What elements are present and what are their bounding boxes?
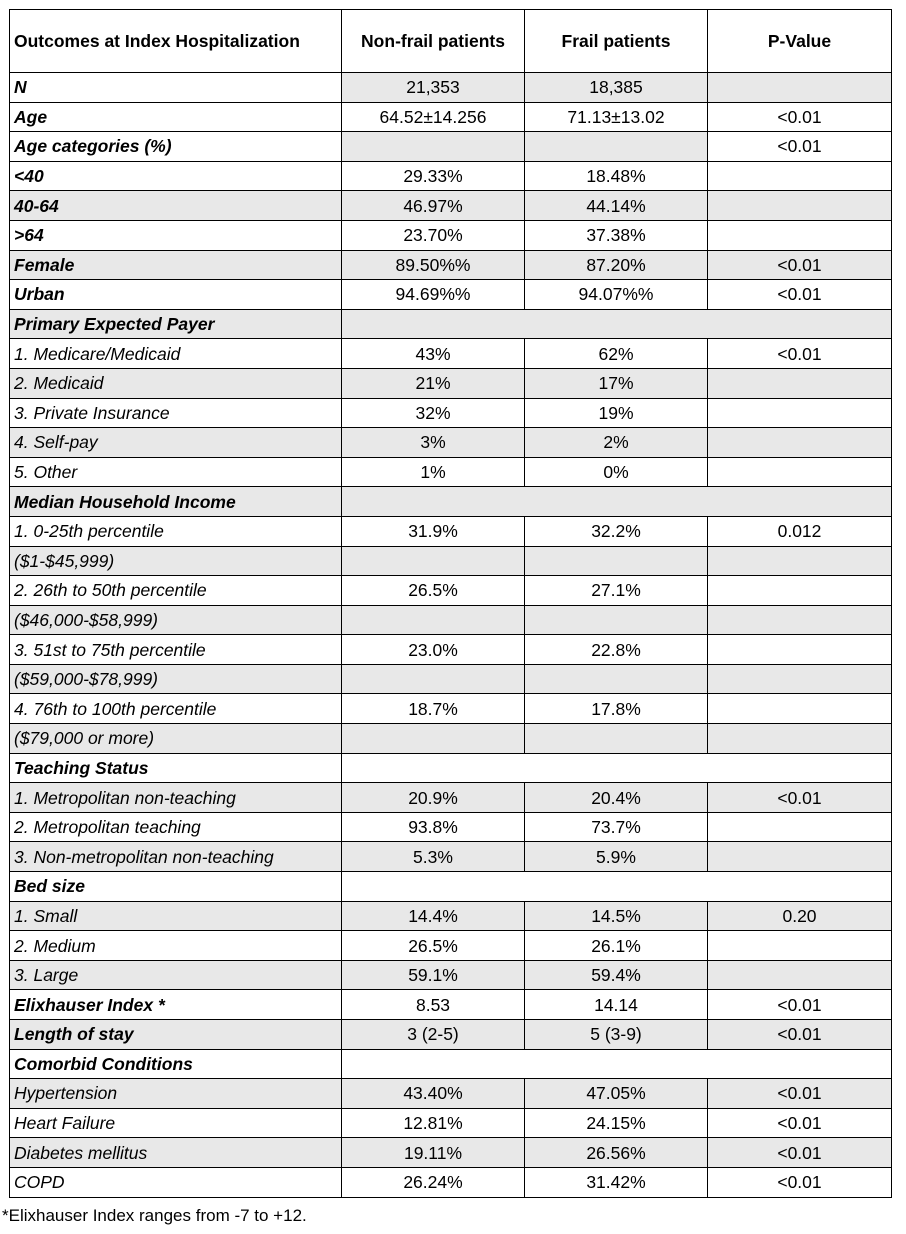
frail-value bbox=[525, 664, 708, 694]
p-value bbox=[708, 546, 892, 576]
nonfrail-value: 29.33% bbox=[342, 161, 525, 191]
nonfrail-value: 26.5% bbox=[342, 931, 525, 961]
nonfrail-value: 20.9% bbox=[342, 783, 525, 813]
row-label: 3. 51st to 75th percentile bbox=[10, 635, 342, 665]
frail-value: 5.9% bbox=[525, 842, 708, 872]
table-row bbox=[10, 1138, 892, 1168]
nonfrail-value: 93.8% bbox=[342, 812, 525, 842]
frail-value: 2% bbox=[525, 428, 708, 458]
row-label: 5. Other bbox=[10, 457, 342, 487]
nonfrail-value: 64.52±14.256 bbox=[342, 102, 525, 132]
nonfrail-value: 26.24% bbox=[342, 1167, 525, 1197]
table-row bbox=[10, 457, 892, 487]
outcomes-table bbox=[9, 9, 892, 1198]
table-row bbox=[10, 901, 892, 931]
row-label: ($59,000-$78,999) bbox=[10, 664, 342, 694]
p-value bbox=[708, 457, 892, 487]
nonfrail-value: 32% bbox=[342, 398, 525, 428]
frail-value: 44.14% bbox=[525, 191, 708, 221]
row-label: ($46,000-$58,999) bbox=[10, 605, 342, 635]
p-value: <0.01 bbox=[708, 1079, 892, 1109]
nonfrail-value: 21,353 bbox=[342, 73, 525, 103]
frail-value: 73.7% bbox=[525, 812, 708, 842]
p-value: <0.01 bbox=[708, 1020, 892, 1050]
nonfrail-value: 46.97% bbox=[342, 191, 525, 221]
header-frail: Frail patients bbox=[525, 10, 708, 73]
nonfrail-value: 5.3% bbox=[342, 842, 525, 872]
table-row bbox=[10, 191, 892, 221]
table-row bbox=[10, 280, 892, 310]
section-spacer bbox=[342, 872, 892, 902]
table-row bbox=[10, 73, 892, 103]
row-label: Female bbox=[10, 250, 342, 280]
frail-value: 31.42% bbox=[525, 1167, 708, 1197]
nonfrail-value: 21% bbox=[342, 368, 525, 398]
table-row bbox=[10, 1079, 892, 1109]
row-label: Primary Expected Payer bbox=[10, 309, 342, 339]
p-value: <0.01 bbox=[708, 132, 892, 162]
table-row bbox=[10, 1167, 892, 1197]
row-label: 3. Non-metropolitan non-teaching bbox=[10, 842, 342, 872]
table-row bbox=[10, 724, 892, 754]
table-row bbox=[10, 576, 892, 606]
p-value bbox=[708, 664, 892, 694]
table-row bbox=[10, 516, 892, 546]
table-row bbox=[10, 487, 892, 517]
table-row bbox=[10, 694, 892, 724]
p-value: 0.012 bbox=[708, 516, 892, 546]
table-row bbox=[10, 339, 892, 369]
frail-value: 32.2% bbox=[525, 516, 708, 546]
table-row bbox=[10, 664, 892, 694]
table-row bbox=[10, 398, 892, 428]
frail-value: 19% bbox=[525, 398, 708, 428]
p-value bbox=[708, 191, 892, 221]
frail-value: 18.48% bbox=[525, 161, 708, 191]
table-row bbox=[10, 783, 892, 813]
frail-value: 0% bbox=[525, 457, 708, 487]
row-label: 2. Medium bbox=[10, 931, 342, 961]
nonfrail-value: 23.0% bbox=[342, 635, 525, 665]
row-label: Heart Failure bbox=[10, 1108, 342, 1138]
frail-value: 26.1% bbox=[525, 931, 708, 961]
row-label: 1. Small bbox=[10, 901, 342, 931]
table-row bbox=[10, 220, 892, 250]
table-row bbox=[10, 812, 892, 842]
table-row bbox=[10, 428, 892, 458]
table-row bbox=[10, 1108, 892, 1138]
nonfrail-value: 14.4% bbox=[342, 901, 525, 931]
table-row bbox=[10, 960, 892, 990]
p-value bbox=[708, 398, 892, 428]
table-row bbox=[10, 132, 892, 162]
nonfrail-value: 3 (2-5) bbox=[342, 1020, 525, 1050]
frail-value: 94.07%% bbox=[525, 280, 708, 310]
p-value: <0.01 bbox=[708, 1108, 892, 1138]
nonfrail-value: 59.1% bbox=[342, 960, 525, 990]
p-value bbox=[708, 576, 892, 606]
row-label: COPD bbox=[10, 1167, 342, 1197]
nonfrail-value bbox=[342, 546, 525, 576]
p-value: <0.01 bbox=[708, 783, 892, 813]
frail-value: 14.14 bbox=[525, 990, 708, 1020]
nonfrail-value: 18.7% bbox=[342, 694, 525, 724]
p-value bbox=[708, 73, 892, 103]
table-row bbox=[10, 250, 892, 280]
footnote: *Elixhauser Index ranges from -7 to +12. bbox=[2, 1206, 307, 1225]
row-label: Elixhauser Index * bbox=[10, 990, 342, 1020]
table-row bbox=[10, 161, 892, 191]
row-label: 2. Medicaid bbox=[10, 368, 342, 398]
table-row bbox=[10, 1049, 892, 1079]
frail-value: 24.15% bbox=[525, 1108, 708, 1138]
table-row bbox=[10, 546, 892, 576]
frail-value: 87.20% bbox=[525, 250, 708, 280]
nonfrail-value: 31.9% bbox=[342, 516, 525, 546]
row-label: 3. Private Insurance bbox=[10, 398, 342, 428]
row-label: >64 bbox=[10, 220, 342, 250]
frail-value: 20.4% bbox=[525, 783, 708, 813]
nonfrail-value: 94.69%% bbox=[342, 280, 525, 310]
nonfrail-value: 8.53 bbox=[342, 990, 525, 1020]
row-label: 4. 76th to 100th percentile bbox=[10, 694, 342, 724]
table-row bbox=[10, 990, 892, 1020]
table-row bbox=[10, 872, 892, 902]
nonfrail-value: 89.50%% bbox=[342, 250, 525, 280]
p-value: <0.01 bbox=[708, 1167, 892, 1197]
frail-value bbox=[525, 724, 708, 754]
row-label: Urban bbox=[10, 280, 342, 310]
frail-value: 62% bbox=[525, 339, 708, 369]
table-body bbox=[10, 73, 892, 1198]
section-spacer bbox=[342, 487, 892, 517]
row-label: Age categories (%) bbox=[10, 132, 342, 162]
nonfrail-value: 43% bbox=[342, 339, 525, 369]
row-label: Median Household Income bbox=[10, 487, 342, 517]
row-label: Hypertension bbox=[10, 1079, 342, 1109]
frail-value: 59.4% bbox=[525, 960, 708, 990]
row-label: <40 bbox=[10, 161, 342, 191]
frail-value: 37.38% bbox=[525, 220, 708, 250]
p-value bbox=[708, 931, 892, 961]
p-value bbox=[708, 368, 892, 398]
frail-value bbox=[525, 132, 708, 162]
header-row bbox=[10, 10, 892, 73]
row-label: 1. Metropolitan non-teaching bbox=[10, 783, 342, 813]
nonfrail-value: 43.40% bbox=[342, 1079, 525, 1109]
header-pvalue: P-Value bbox=[708, 10, 892, 73]
row-label: ($1-$45,999) bbox=[10, 546, 342, 576]
frail-value: 26.56% bbox=[525, 1138, 708, 1168]
p-value: 0.20 bbox=[708, 901, 892, 931]
nonfrail-value: 3% bbox=[342, 428, 525, 458]
nonfrail-value bbox=[342, 132, 525, 162]
frail-value: 47.05% bbox=[525, 1079, 708, 1109]
p-value bbox=[708, 842, 892, 872]
frail-value: 17.8% bbox=[525, 694, 708, 724]
p-value: <0.01 bbox=[708, 339, 892, 369]
nonfrail-value: 26.5% bbox=[342, 576, 525, 606]
row-label: Age bbox=[10, 102, 342, 132]
p-value bbox=[708, 428, 892, 458]
row-label: Teaching Status bbox=[10, 753, 342, 783]
header-nonfrail: Non-frail patients bbox=[342, 10, 525, 73]
frail-value: 22.8% bbox=[525, 635, 708, 665]
nonfrail-value bbox=[342, 724, 525, 754]
nonfrail-value: 12.81% bbox=[342, 1108, 525, 1138]
table-row bbox=[10, 368, 892, 398]
row-label: 1. 0-25th percentile bbox=[10, 516, 342, 546]
frail-value: 18,385 bbox=[525, 73, 708, 103]
p-value bbox=[708, 161, 892, 191]
section-spacer bbox=[342, 753, 892, 783]
frail-value: 71.13±13.02 bbox=[525, 102, 708, 132]
frail-value: 5 (3-9) bbox=[525, 1020, 708, 1050]
p-value bbox=[708, 605, 892, 635]
p-value bbox=[708, 635, 892, 665]
table-row bbox=[10, 931, 892, 961]
p-value bbox=[708, 812, 892, 842]
p-value bbox=[708, 960, 892, 990]
frail-value: 17% bbox=[525, 368, 708, 398]
table-row bbox=[10, 753, 892, 783]
p-value: <0.01 bbox=[708, 250, 892, 280]
row-label: 3. Large bbox=[10, 960, 342, 990]
frail-value: 14.5% bbox=[525, 901, 708, 931]
row-label: 2. 26th to 50th percentile bbox=[10, 576, 342, 606]
p-value bbox=[708, 220, 892, 250]
row-label: 2. Metropolitan teaching bbox=[10, 812, 342, 842]
nonfrail-value: 1% bbox=[342, 457, 525, 487]
nonfrail-value bbox=[342, 664, 525, 694]
table-row bbox=[10, 605, 892, 635]
header-outcomes: Outcomes at Index Hospitalization bbox=[10, 10, 342, 73]
nonfrail-value bbox=[342, 605, 525, 635]
p-value: <0.01 bbox=[708, 1138, 892, 1168]
frail-value: 27.1% bbox=[525, 576, 708, 606]
p-value: <0.01 bbox=[708, 102, 892, 132]
nonfrail-value: 23.70% bbox=[342, 220, 525, 250]
p-value bbox=[708, 724, 892, 754]
nonfrail-value: 19.11% bbox=[342, 1138, 525, 1168]
p-value bbox=[708, 694, 892, 724]
section-spacer bbox=[342, 1049, 892, 1079]
p-value: <0.01 bbox=[708, 990, 892, 1020]
frail-value bbox=[525, 605, 708, 635]
row-label: Comorbid Conditions bbox=[10, 1049, 342, 1079]
p-value: <0.01 bbox=[708, 280, 892, 310]
table-row bbox=[10, 635, 892, 665]
table-row bbox=[10, 102, 892, 132]
row-label: 1. Medicare/Medicaid bbox=[10, 339, 342, 369]
row-label: Bed size bbox=[10, 872, 342, 902]
table-row bbox=[10, 1020, 892, 1050]
row-label: 4. Self-pay bbox=[10, 428, 342, 458]
row-label: 40-64 bbox=[10, 191, 342, 221]
table-row bbox=[10, 309, 892, 339]
row-label: Diabetes mellitus bbox=[10, 1138, 342, 1168]
row-label: N bbox=[10, 73, 342, 103]
row-label: ($79,000 or more) bbox=[10, 724, 342, 754]
section-spacer bbox=[342, 309, 892, 339]
table-row bbox=[10, 842, 892, 872]
row-label: Length of stay bbox=[10, 1020, 342, 1050]
frail-value bbox=[525, 546, 708, 576]
